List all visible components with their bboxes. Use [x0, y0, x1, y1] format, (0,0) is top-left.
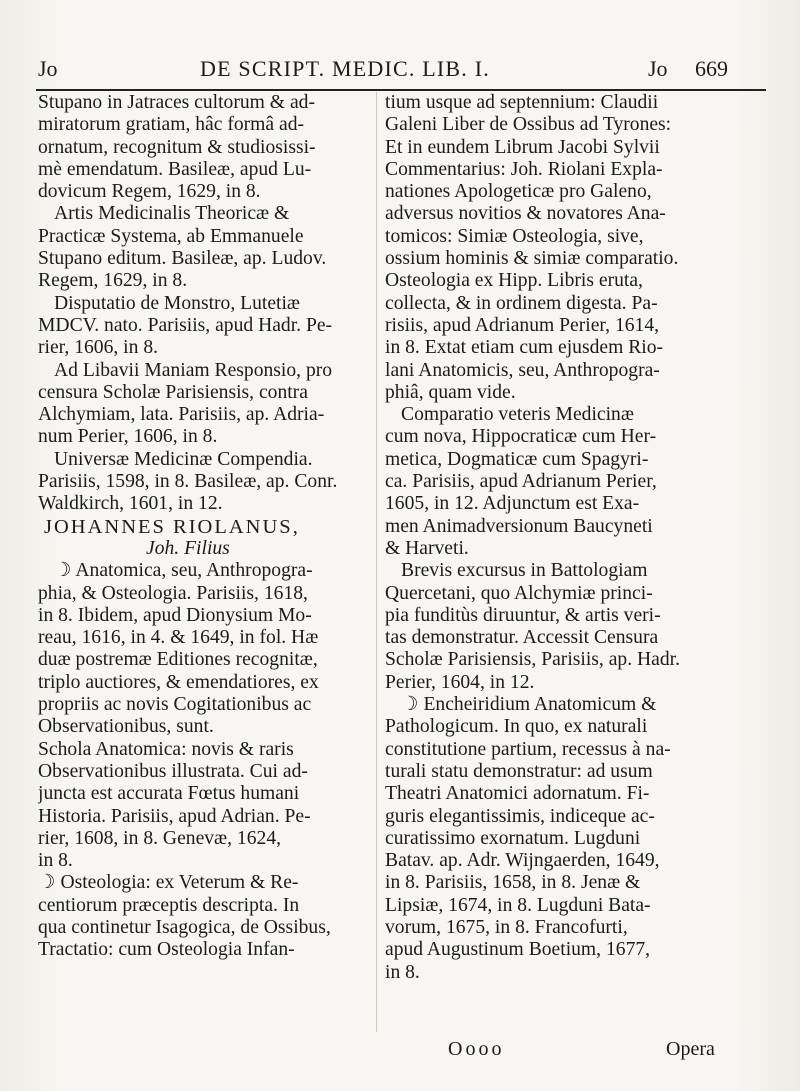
- text-line: ☽ Encheiridium Anatomicum &: [401, 694, 657, 716]
- text-line: turali statu demonstratur: ad usum: [385, 760, 653, 782]
- text-line: in 8.: [385, 961, 420, 983]
- text-line: juncta est accurata Fœtus humani: [38, 783, 300, 805]
- text-line: mè emendatum. Basileæ, apud Lu-: [38, 158, 312, 180]
- text-line: centiorum præceptis descripta. In: [38, 894, 300, 916]
- author-subtitle: Joh. Filius: [146, 537, 230, 559]
- right-column-body: [385, 92, 765, 984]
- text-line: Artis Medicinalis Theoricæ &: [54, 203, 290, 225]
- left-column: [38, 92, 373, 962]
- text-line: adversus novitios & novatores Ana-: [385, 203, 666, 225]
- header-rule: [36, 89, 766, 91]
- text-line: Lipsiæ, 1674, in 8. Lugduni Bata-: [385, 894, 651, 916]
- text-line: metica, Dogmaticæ cum Spagyri-: [385, 448, 649, 470]
- text-line: Et in eundem Librum Jacobi Sylvii: [385, 136, 660, 158]
- text-line: Ad Libavii Maniam Responsio, pro: [54, 359, 333, 381]
- text-line: tas demonstratur. Accessit Censura: [385, 627, 659, 649]
- text-line: phiâ, quam vide.: [385, 381, 516, 403]
- text-line: num Perier, 1606, in 8.: [38, 426, 218, 448]
- text-line: ☽ Osteologia: ex Veterum & Re-: [38, 872, 299, 894]
- text-line: rier, 1606, in 8.: [38, 337, 159, 359]
- text-line: duæ postremæ Editiones recognitæ,: [38, 649, 318, 671]
- text-line: Perier, 1604, in 12.: [385, 671, 535, 693]
- text-line: Practicæ Systema, ab Emmanuele: [38, 225, 304, 247]
- running-header: [38, 56, 764, 86]
- text-line: propriis ac novis Cogitationibus ac: [38, 694, 312, 716]
- text-line: 1605, in 12. Adjunctum est Exa-: [385, 493, 640, 515]
- page-number: 669: [695, 56, 728, 81]
- text-line: Commentarius: Joh. Riolani Expla-: [385, 158, 663, 180]
- text-line: tomicos: Simiæ Osteologia, sive,: [385, 225, 644, 247]
- text-line: Alchymiam, lata. Parisiis, ap. Adria-: [38, 404, 325, 426]
- signature-mark: Oooo: [448, 1038, 505, 1060]
- text-line: MDCV. nato. Parisiis, apud Hadr. Pe-: [38, 314, 333, 336]
- text-line: men Animadversionum Baucyneti: [385, 515, 653, 537]
- header-right-marker: Jo: [648, 56, 668, 81]
- text-line: Tractatio: cum Osteologia Infan-: [38, 939, 295, 961]
- text-line: triplo auctiores, & emendatiores, ex: [38, 671, 319, 693]
- text-line: Galeni Liber de Ossibus ad Tyrones:: [385, 114, 672, 136]
- text-line: collecta, & in ordinem digesta. Pa-: [385, 292, 658, 314]
- header-left-marker: Jo: [38, 56, 58, 81]
- text-line: qua continetur Isagogica, de Ossibus,: [38, 916, 331, 938]
- text-line: Comparatio veteris Medicinæ: [401, 404, 634, 426]
- text-line: Disputatio de Monstro, Lutetiæ: [54, 292, 300, 314]
- text-line: miratorum gratiam, hâc formâ ad-: [38, 114, 305, 136]
- text-line: Osteologia ex Hipp. Libris eruta,: [385, 270, 643, 292]
- page-footer: [0, 1038, 800, 1068]
- text-line: apud Augustinum Boetium, 1677,: [385, 939, 651, 961]
- left-column-part-1: [38, 92, 373, 516]
- text-line: Parisiis, 1598, in 8. Basileæ, ap. Conr.: [38, 471, 338, 493]
- text-line: Brevis excursus in Battologiam: [401, 560, 648, 582]
- text-line: nationes Apologeticæ pro Galeno,: [385, 181, 652, 203]
- text-line: censura Scholæ Parisiensis, contra: [38, 381, 308, 403]
- text-line: ca. Parisiis, apud Adrianum Perier,: [385, 471, 657, 493]
- text-line: Stupano in Jatraces cultorum & ad-: [38, 92, 315, 113]
- header-title: DE SCRIPT. MEDIC. LIB. I.: [200, 56, 490, 81]
- text-line: Batav. ap. Adr. Wijngaerden, 1649,: [385, 850, 660, 872]
- right-column: [385, 92, 765, 984]
- text-line: tium usque ad septennium: Claudii: [385, 92, 659, 113]
- text-line: in 8. Ibidem, apud Dionysium Mo-: [38, 604, 312, 626]
- text-line: phia, & Osteologia. Parisiis, 1618,: [38, 582, 308, 604]
- text-line: ossium hominis & simiæ comparatio.: [385, 248, 679, 270]
- text-line: risiis, apud Adrianum Perier, 1614,: [385, 314, 660, 336]
- text-line: reau, 1616, in 4. & 1649, in fol. Hæ: [38, 627, 319, 649]
- text-line: in 8.: [38, 850, 73, 872]
- column-gutter: [376, 92, 377, 1032]
- text-line: ☽ Anatomica, seu, Anthropogra-: [54, 560, 313, 582]
- text-line: Theatri Anatomici adornatum. Fi-: [385, 783, 650, 805]
- text-line: Observationibus, sunt.: [38, 716, 214, 738]
- text-line: Observationibus illustrata. Cui ad-: [38, 760, 308, 782]
- text-line: curatissimo exornatum. Lugduni: [385, 827, 641, 849]
- text-line: Quercetani, quo Alchymiæ princi-: [385, 582, 653, 604]
- text-line: pia funditùs diruuntur, & artis veri-: [385, 604, 661, 626]
- text-line: guris elegantissimis, indiceque ac-: [385, 805, 655, 827]
- text-line: dovicum Regem, 1629, in 8.: [38, 181, 261, 203]
- text-line: Pathologicum. In quo, ex naturali: [385, 716, 648, 738]
- text-line: Regem, 1629, in 8.: [38, 270, 188, 292]
- text-line: Waldkirch, 1601, in 12.: [38, 493, 223, 515]
- text-line: in 8. Extat etiam cum ejusdem Rio-: [385, 337, 664, 359]
- text-line: in 8. Parisiis, 1658, in 8. Jenæ &: [385, 872, 641, 894]
- text-line: Universæ Medicinæ Compendia.: [54, 448, 313, 470]
- text-line: cum nova, Hippocraticæ cum Her-: [385, 426, 657, 448]
- text-line: Scholæ Parisiensis, Parisiis, ap. Hadr.: [385, 649, 680, 671]
- text-line: ornatum, recognitum & studiosissi-: [38, 136, 316, 158]
- catchword: Opera: [666, 1038, 715, 1060]
- text-line: Stupano editum. Basileæ, ap. Ludov.: [38, 248, 327, 270]
- text-line: constitutione partium, recessus à na-: [385, 738, 671, 760]
- text-line: & Harveti.: [385, 537, 469, 559]
- left-column-part-2: [38, 560, 373, 961]
- text-line: vorum, 1675, in 8. Francofurti,: [385, 916, 628, 938]
- text-line: lani Anatomicis, seu, Anthropogra-: [385, 359, 660, 381]
- text-line: Schola Anatomica: novis & raris: [38, 738, 294, 760]
- text-line: rier, 1608, in 8. Genevæ, 1624,: [38, 827, 282, 849]
- text-line: Historia. Parisiis, apud Adrian. Pe-: [38, 805, 311, 827]
- author-heading: JOHANNES RIOLANUS,: [44, 515, 300, 538]
